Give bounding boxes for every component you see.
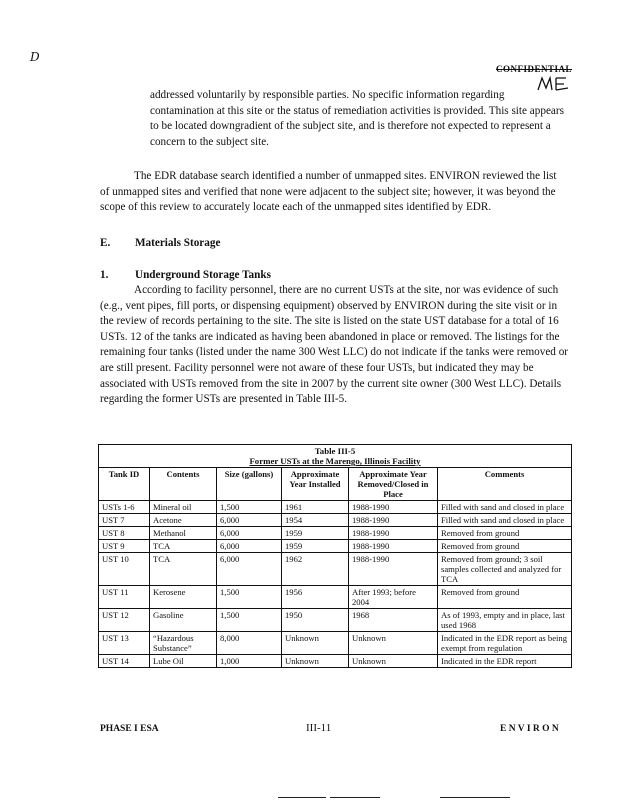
table-row — [99, 655, 572, 668]
cell-contents: TCA — [150, 540, 217, 553]
cell-comments: Removed from ground; 3 soil samples collected and analyzed for TCA — [438, 553, 572, 586]
cell-size: 6,000 — [217, 514, 282, 527]
cell-year-removed: After 1993; before 2004 — [349, 586, 438, 609]
cell-year-installed: 1959 — [282, 527, 349, 540]
paragraph-unmapped-sites: The EDR database search identified a number of unmapped sites. ENVIRON reviewed the list of unmapped sites and verified that none were adjacent to the subject site; however, it was beyond the scope of this review to accurately locate each of the unmapped sites identified by EDR. — [100, 170, 557, 214]
cell-year-installed: Unknown — [282, 655, 349, 668]
table-row — [99, 632, 572, 655]
scan-line — [330, 797, 380, 798]
cell-comments: As of 1993, empty and in place, last used 1968 — [438, 609, 572, 632]
cell-contents: “Hazardous Substance” — [150, 632, 217, 655]
cell-tank-id: UST 7 — [99, 514, 150, 527]
table-row — [99, 501, 572, 514]
cell-comments: Indicated in the EDR report — [438, 655, 572, 668]
scan-line — [440, 797, 510, 798]
table-title: Table III-5 — [314, 446, 356, 456]
cell-contents: Mineral oil — [150, 501, 217, 514]
table-body — [99, 501, 572, 668]
header-contents: Contents — [150, 468, 217, 501]
cell-year-removed: 1988-1990 — [349, 540, 438, 553]
confidential-stamp: CONFIDENTIAL — [496, 64, 573, 74]
section-letter: E. — [100, 237, 111, 249]
header-year-installed: Approximate Year Installed — [282, 468, 349, 501]
cell-size: 8,000 — [217, 632, 282, 655]
cell-comments: Removed from ground — [438, 540, 572, 553]
cell-tank-id: UST 10 — [99, 553, 150, 586]
cell-contents: Gasoline — [150, 609, 217, 632]
margin-mark: D — [30, 50, 40, 64]
table-row — [99, 540, 572, 553]
cell-comments: Removed from ground — [438, 586, 572, 609]
section-title: Materials Storage — [135, 237, 221, 249]
cell-tank-id: USTs 1-6 — [99, 501, 150, 514]
cell-size: 6,000 — [217, 553, 282, 586]
cell-year-installed: 1956 — [282, 586, 349, 609]
header-tank-id: Tank ID — [99, 468, 150, 501]
footer-left: PHASE I ESA — [100, 724, 159, 734]
cell-size: 1,500 — [217, 609, 282, 632]
cell-year-removed: 1988-1990 — [349, 553, 438, 586]
table-row — [99, 586, 572, 609]
paragraph-contamination: addressed voluntarily by responsible parties. No specific information regarding contamination at this site or the status of remediation activities is provided. This site appears to be located downgradient of the subject site, and is therefore not expected to represent a concern to the subject site. — [150, 89, 564, 148]
table-header-row — [99, 468, 572, 501]
table-row — [99, 514, 572, 527]
scan-line — [278, 797, 326, 798]
subsection-number: 1. — [100, 269, 109, 281]
cell-year-removed: 1988-1990 — [349, 514, 438, 527]
cell-year-installed: 1961 — [282, 501, 349, 514]
cell-contents: TCA — [150, 553, 217, 586]
cell-tank-id: UST 12 — [99, 609, 150, 632]
cell-year-removed: 1968 — [349, 609, 438, 632]
cell-contents: Kerosene — [150, 586, 217, 609]
cell-size: 1,500 — [217, 586, 282, 609]
cell-size: 1,000 — [217, 655, 282, 668]
cell-year-installed: Unknown — [282, 632, 349, 655]
header-comments: Comments — [438, 468, 572, 501]
cell-comments: Filled with sand and closed in place — [438, 514, 572, 527]
header-size: Size (gallons) — [217, 468, 282, 501]
ust-table — [98, 444, 572, 668]
cell-size: 6,000 — [217, 527, 282, 540]
cell-tank-id: UST 13 — [99, 632, 150, 655]
cell-size: 1,500 — [217, 501, 282, 514]
table-caption — [99, 445, 572, 468]
footer-page-number: III-11 — [306, 722, 332, 734]
cell-comments: Filled with sand and closed in place — [438, 501, 572, 514]
table-row — [99, 527, 572, 540]
subsection-title: Underground Storage Tanks — [135, 269, 271, 281]
cell-year-removed: Unknown — [349, 655, 438, 668]
cell-size: 6,000 — [217, 540, 282, 553]
cell-tank-id: UST 9 — [99, 540, 150, 553]
cell-tank-id: UST 8 — [99, 527, 150, 540]
cell-year-installed: 1950 — [282, 609, 349, 632]
cell-year-removed: 1988-1990 — [349, 527, 438, 540]
cell-year-installed: 1959 — [282, 540, 349, 553]
paragraph-ust-details: According to facility personnel, there are no current USTs at the site, nor was evidence of such (e.g., vent pipes, fill ports, or dispensing equipment) observed by ENVIRON during the site visit or in the review of records pertaining to the site. The site is listed on the state UST database for a total of 16 USTs. 12 of the tanks are indicated as having been abandoned in place or removed. The listings for the remaining four tanks (listed under the name 300 West LLC) do not indicate if the tanks were removed or are still present. Facility personnel were not aware of these four USTs, but indicated they may be associated with USTs removed from the site in 2007 by the current site owner (300 West LLC). Details regarding the former USTs are presented in Table III-5. — [100, 284, 569, 406]
table-row — [99, 609, 572, 632]
cell-year-installed: 1962 — [282, 553, 349, 586]
cell-contents: Methanol — [150, 527, 217, 540]
cell-year-removed: Unknown — [349, 632, 438, 655]
cell-tank-id: UST 11 — [99, 586, 150, 609]
cell-comments: Indicated in the EDR report as being exempt from regulation — [438, 632, 572, 655]
cell-contents: Lube Oil — [150, 655, 217, 668]
ust-table-wrapper — [98, 444, 572, 668]
header-year-removed: Approximate Year Removed/Closed in Place — [349, 468, 438, 501]
cell-comments: Removed from ground — [438, 527, 572, 540]
cell-year-installed: 1954 — [282, 514, 349, 527]
cell-tank-id: UST 14 — [99, 655, 150, 668]
cell-contents: Acetone — [150, 514, 217, 527]
footer-right: E N V I R O N — [500, 724, 559, 734]
table-row — [99, 553, 572, 586]
cell-year-removed: 1988-1990 — [349, 501, 438, 514]
table-subtitle: Former USTs at the Marengo, Illinois Facility — [249, 456, 421, 466]
